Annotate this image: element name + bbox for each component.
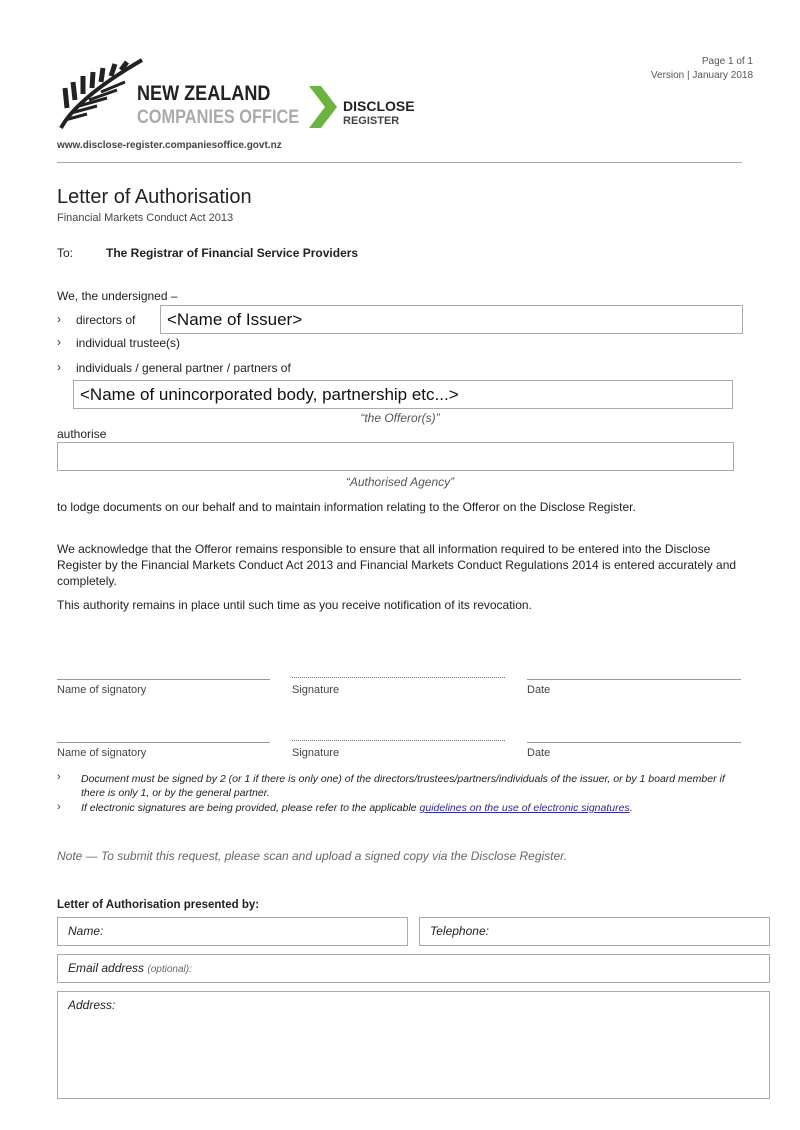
to-label: To:: [57, 246, 74, 260]
page-title: Letter of Authorisation: [57, 186, 252, 208]
logo-text: COMPANIES OFFICE: [137, 107, 300, 128]
name-label: Name:: [68, 924, 104, 938]
signature-line[interactable]: [292, 677, 505, 678]
paragraph: We acknowledge that the Offeror remains responsible to ensure that all information required to be entered into the Disclose Register by the Financial Markets Conduct Act 2013 and Financial Markets Conduct Regulations 2014 is entered accurately and completely.: [57, 542, 737, 588]
chevron-right-icon: ›: [57, 771, 61, 783]
address-label: Address:: [68, 998, 116, 1012]
signatory-name-line[interactable]: [57, 742, 270, 743]
option-trustees: individual trustee(s): [76, 336, 181, 350]
website-link[interactable]: www.disclose-register.companiesoffice.govt.nz: [57, 140, 282, 151]
paragraph: to lodge documents on our behalf and to maintain information relating to the Offeror on the Disclose Register.: [57, 500, 636, 514]
agency-caption: “Authorised Agency”: [345, 475, 455, 489]
chevron-right-icon: ›: [57, 801, 61, 813]
authorised-agency-input[interactable]: [57, 442, 734, 471]
page-info: [651, 55, 753, 83]
divider: [57, 162, 742, 163]
to-value: The Registrar of Financial Service Providers: [106, 246, 359, 260]
electronic-signatures-link[interactable]: guidelines on the use of electronic signatures: [419, 802, 630, 814]
option-directors: directors of: [76, 313, 136, 327]
date-label: Date: [527, 747, 551, 759]
telephone-field[interactable]: [419, 917, 770, 946]
page-number: Page 1 of 1: [701, 56, 753, 67]
email-field[interactable]: [57, 954, 770, 983]
logo-text: DISCLOSE: [343, 98, 415, 114]
body-name-input[interactable]: <Name of unincorporated body, partnership etc...>: [73, 380, 733, 409]
presented-heading: Letter of Authorisation presented by:: [57, 899, 260, 911]
chevron-right-icon: ›: [57, 360, 61, 374]
signatory-label: Name of signatory: [57, 684, 147, 696]
paragraph: This authority remains in place until such time as you receive notification of its revocation.: [57, 598, 532, 612]
logo: [57, 58, 427, 133]
submit-note: Note — To submit this request, please scan and upload a signed copy via the Disclose Register.: [57, 849, 568, 863]
date-line[interactable]: [527, 742, 741, 743]
authorise-text: authorise: [57, 427, 107, 441]
date-label: Date: [527, 684, 551, 696]
optional-label: (optional):: [147, 964, 192, 975]
chevron-right-icon: ›: [57, 335, 61, 349]
signatory-name-line[interactable]: [57, 679, 270, 680]
undersigned-text: We, the undersigned –: [57, 289, 178, 303]
note-text: If electronic signatures are being provided, please refer to the applicable: [81, 802, 420, 814]
option-partners: individuals / general partner / partners of: [76, 361, 291, 375]
signature-label: Signature: [292, 747, 340, 759]
logo-text: REGISTER: [343, 115, 400, 127]
signatory-label: Name of signatory: [57, 747, 147, 759]
fern-icon: [57, 58, 147, 133]
offeror-caption: “the Offeror(s)”: [360, 411, 440, 425]
version: Version | January 2018: [650, 70, 753, 81]
presenter-name-field[interactable]: [57, 917, 408, 946]
logo-text: NEW ZEALAND: [137, 82, 271, 105]
note-text: .: [629, 802, 633, 814]
chevron-logo-icon: [309, 86, 337, 128]
email-label: Email address: [68, 961, 145, 975]
note-signing: Document must be signed by 2 (or 1 if there is only one) of the directors/trustees/partners/individuals of the issuer, or by 1 board member if there is only 1, or by the general partner.: [81, 773, 725, 799]
signature-label: Signature: [292, 684, 340, 696]
telephone-label: Telephone:: [430, 924, 489, 938]
note-electronic: [81, 802, 633, 814]
date-line[interactable]: [527, 679, 741, 680]
chevron-right-icon: ›: [57, 312, 61, 326]
issuer-name-input[interactable]: <Name of Issuer>: [160, 305, 743, 334]
subtitle: Financial Markets Conduct Act 2013: [57, 212, 234, 224]
signature-line[interactable]: [292, 740, 505, 741]
address-field[interactable]: [57, 991, 770, 1099]
